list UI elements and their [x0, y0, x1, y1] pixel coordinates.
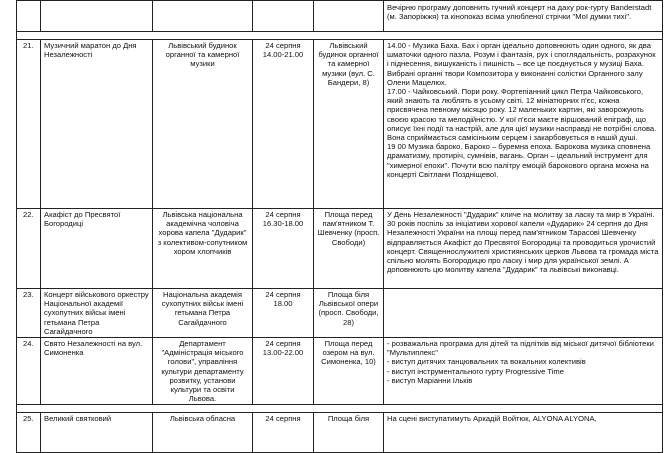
description-list-item: - виступ Маріанни Ільків — [387, 375, 473, 385]
table-row-continuation — [17, 1, 663, 32]
event-time: 16.30-18.00 — [262, 219, 304, 229]
event-title: Свято Незалежності на вул. Симоненка — [41, 338, 153, 405]
event-date-time — [253, 40, 314, 209]
event-description — [384, 413, 663, 453]
event-venue: Площа біля Львівської опери (просп. Свободи, 28) — [314, 289, 384, 338]
event-time: 18.00 — [273, 299, 293, 309]
event-description — [384, 209, 663, 289]
event-date: 24 серпня — [265, 41, 301, 50]
event-title: Музичний маратон до Дня Незалежності — [41, 40, 153, 209]
table-row — [17, 413, 663, 453]
event-date: 24 серпня — [265, 210, 301, 219]
row-number: 25. — [17, 413, 41, 453]
description-list-item: - виступ дитячих танцювальних та вокальних колективів — [387, 357, 586, 367]
event-date: 24 серпня — [265, 339, 301, 349]
event-date-time — [253, 413, 314, 453]
event-description: Вечірню програму доповнить гучний концерт на даху рок-гурту Banderstadt (м. Запоріжжя) та кінопоказ всіма улюбленої стрічки "Мої думки тихі". — [384, 1, 663, 32]
description-paragraph: 19 00 Музика бароко. Бароко – буремна епоха. Барокова музика сповнена драматизму, протиріч, сумнівів, вагань. Орган – ідеальний інструмент для "химерної епохи". Почути всю палітру емоцій барокового органа можна на концерті Світлани Поздніщевої. — [387, 142, 651, 179]
table-row — [17, 40, 663, 209]
event-title: Акафіст до Пресвятої Богородиці — [41, 209, 153, 289]
event-venue: Площа біля — [314, 413, 384, 453]
table-row — [17, 289, 663, 338]
document-page — [16, 0, 662, 446]
description-list-item: - виступ інструментального гурту Progressive Time — [387, 366, 564, 376]
event-date-time — [253, 289, 314, 338]
event-title: Великий святковий — [41, 413, 153, 453]
event-organizer: Львівська обласна — [153, 413, 253, 453]
events-table — [16, 0, 663, 453]
description-paragraph: 14.00 - Музика Баха. Бах і орган ідеально доповнюють один одного, як два шматочки одного пазла. Розум і фантазія, рух і споглядальність, розрахунок і піднесення, вишуканість і пишність – все це поєднується у музиці Баха. Вибрані органні твори Композитора у виконанні солістки Органного залу Олени Мацелюх. — [387, 41, 656, 87]
event-date: 24 серпня — [265, 290, 301, 299]
row-number: 23. — [17, 289, 41, 338]
event-description — [384, 289, 663, 338]
event-venue: Площа перед пам'ятником Т. Шевченку (просп. Свободи) — [314, 209, 384, 289]
description-paragraph: 17.00 - Чайковський. Пори року. Фортепіанний цикл Петра Чайковського, який знають та люблять в усьому світі. 12 мініатюрних п'єс, кожна присвячена певному місяцю року. 12 маленьких картин, які заворожують своєю красою та мелодійністю. У кої п'єси маєте віршований епіграф, що описує їхні події та настрій, але для цієї музики насправді не потрібні слова. Вона сприймається самісіньким серцем і закарбовується в нашій душі. — [387, 87, 657, 143]
event-description — [384, 40, 663, 209]
table-row — [17, 209, 663, 289]
event-date-time — [253, 209, 314, 289]
event-title: Концерт військового оркестру Національної академії сухопутних військ імені гетьмана Петра Сагайдачного — [41, 289, 153, 338]
description-list-item: - розважальна програма для дітей та підлітків від міської дитячої бібліотеки "Мультиплекс" — [387, 339, 654, 358]
description-paragraph: На сцені виступатимуть Аркадій Войтюк, ALYONA ALYONA, — [387, 414, 597, 424]
row-gap — [17, 32, 663, 40]
event-venue: Львівський будинок органної та камерної музики (вул. С. Бандери, 8) — [314, 40, 384, 209]
row-number: 24. — [17, 338, 41, 405]
event-venue: Площа перед озером на вул. Симоненка, 10) — [314, 338, 384, 405]
table-row — [17, 338, 663, 405]
event-time: 13.00-22.00 — [262, 348, 304, 358]
description-paragraph: У День Незалежності "Дударик" кличе на молитву за ласку та мир в Україні. 30 років поспіль за ініціативи хорової капели «Дударик» 24 серпня до Дня Незалежності України на площі перед пам'ятником Тарасові Шевченку відправляється Акафіст до Пресвятої Богородиці та проводиться урочистий концерт. Священнослужителі християнських церков Львова та громада міста спільно молять Богородицю про ласку і мир для української землі. А доповнюють цю молитву капела "Дударик" та львівські виконавці. — [387, 210, 659, 275]
event-description — [384, 338, 663, 405]
event-organizer: Департамент "Адміністрація міського голови", управління культури департаменту розвитку, установи культури та освіти Львова. — [153, 338, 253, 405]
event-time: 14.00-21.00 — [262, 50, 304, 60]
row-number: 21. — [17, 40, 41, 209]
event-organizer: Львівський будинок органної та камерної музики — [153, 40, 253, 209]
row-gap — [17, 405, 663, 413]
event-organizer: Львівська національна академічна чоловіча хорова капела "Дударик" з колективом-сопутником хором хлопчиків — [153, 209, 253, 289]
event-date: 24 серпня — [265, 414, 301, 424]
row-number: 22. — [17, 209, 41, 289]
event-date-time — [253, 338, 314, 405]
event-organizer: Національна академія сухопутних військ імені гетьмана Петра Сагайдачного — [153, 289, 253, 338]
